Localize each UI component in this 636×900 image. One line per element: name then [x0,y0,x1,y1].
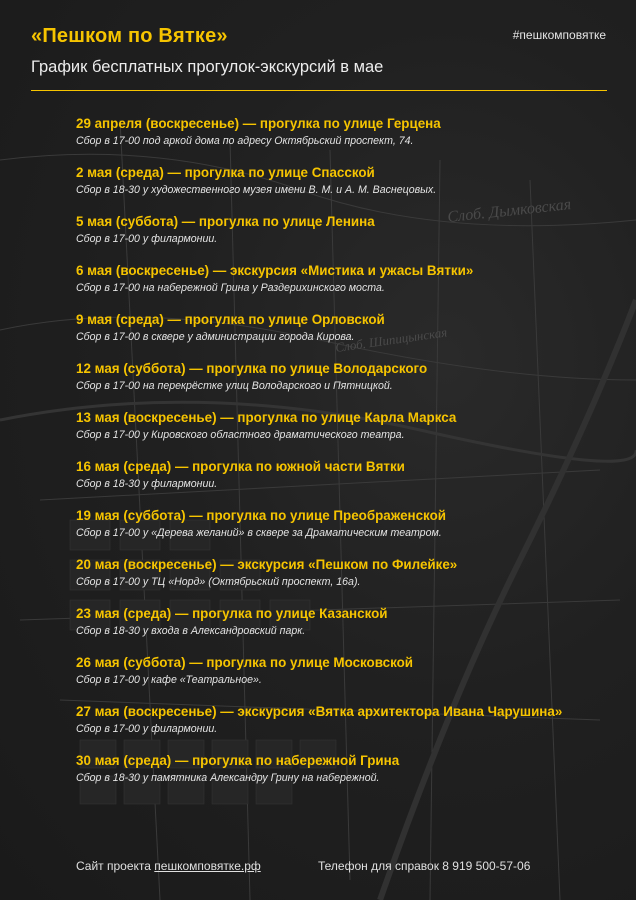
event-title: 5 мая (суббота) — прогулка по улице Ленина [76,214,375,229]
event-item [76,605,596,638]
event-title: 2 мая (среда) — прогулка по улице Спасской [76,165,375,180]
event-title: 16 мая (среда) — прогулка по южной части Вятки [76,459,405,474]
footer-phone: Телефон для справок 8 919 500-57-06 [318,859,531,873]
event-meeting-point: Сбор в 17-00 у филармонии. [76,233,218,245]
event-title: 9 мая (среда) — прогулка по улице Орловской [76,312,385,327]
events-list [76,115,596,801]
event-meeting-point: Сбор в 17-00 у кафе «Театральное». [76,674,262,686]
event-title: 19 мая (суббота) — прогулка по улице Преображенской [76,508,446,523]
event-item [76,507,596,540]
event-meeting-point: Сбор в 17-00 под аркой дома по адресу Октябрьский проспект, 74. [76,135,414,147]
event-title: 29 апреля (воскресенье) — прогулка по улице Герцена [76,116,441,131]
footer-site [76,859,261,873]
event-meeting-point: Сбор в 18-30 у филармонии. [76,478,218,490]
event-item [76,752,596,785]
event-title: 23 мая (среда) — прогулка по улице Казанской [76,606,388,621]
event-title: 26 мая (суббота) — прогулка по улице Московской [76,655,414,670]
event-item [76,703,596,736]
event-item [76,311,596,344]
event-title: 13 мая (воскресенье) — прогулка по улице Карла Маркса [76,410,457,425]
event-item [76,213,596,246]
event-title: 27 мая (воскресенье) — экскурсия «Вятка архитектора Ивана Чарушина» [76,704,563,719]
site-label: Сайт проекта [76,859,151,873]
event-title: 12 мая (суббота) — прогулка по улице Володарского [76,361,428,376]
event-meeting-point: Сбор в 18-30 у входа в Александровский парк. [76,625,306,637]
event-item [76,360,596,393]
event-title: 30 мая (среда) — прогулка по набережной Грина [76,753,400,768]
map-label-shipitsynskaya: Слоб. Шипицынская [334,324,449,355]
map-label-dymkovskaya: Слоб. Дымковская [446,196,572,226]
event-item [76,164,596,197]
event-meeting-point: Сбор в 18-30 у памятника Александру Грину на набережной. [76,772,380,784]
event-item [76,262,596,295]
event-title: 6 мая (воскресенье) — экскурсия «Мистика и ужасы Вятки» [76,263,474,278]
hashtag: #пешкомповятке [512,28,606,42]
event-item [76,115,596,148]
event-meeting-point: Сбор в 17-00 у Кировского областного драматического театра. [76,429,405,441]
event-meeting-point: Сбор в 17-00 у ТЦ «Норд» (Октябрьский проспект, 16а). [76,576,361,588]
poster-title: «Пешком по Вятке» [31,25,228,47]
event-meeting-point: Сбор в 17-00 на перекрёстке улиц Володарского и Пятницкой. [76,380,393,392]
event-item [76,654,596,687]
event-item [76,409,596,442]
poster-subtitle: График бесплатных прогулок-экскурсий в мае [31,58,384,76]
event-meeting-point: Сбор в 17-00 у филармонии. [76,723,218,735]
event-item [76,556,596,589]
event-meeting-point: Сбор в 17-00 на набережной Грина у Раздерихинского моста. [76,282,385,294]
event-meeting-point: Сбор в 17-00 в сквере у администрации города Кирова. [76,331,355,343]
event-meeting-point: Сбор в 18-30 у художественного музея имени В. М. и А. М. Васнецовых. [76,184,437,196]
event-title: 20 мая (воскресенье) — экскурсия «Пешком по Филейке» [76,557,458,572]
event-item [76,458,596,491]
event-meeting-point: Сбор в 17-00 у «Дерева желаний» в сквере за Драматическим театром. [76,527,442,539]
header-divider [31,90,607,91]
site-link[interactable]: пешкомповятке.рф [154,859,261,873]
